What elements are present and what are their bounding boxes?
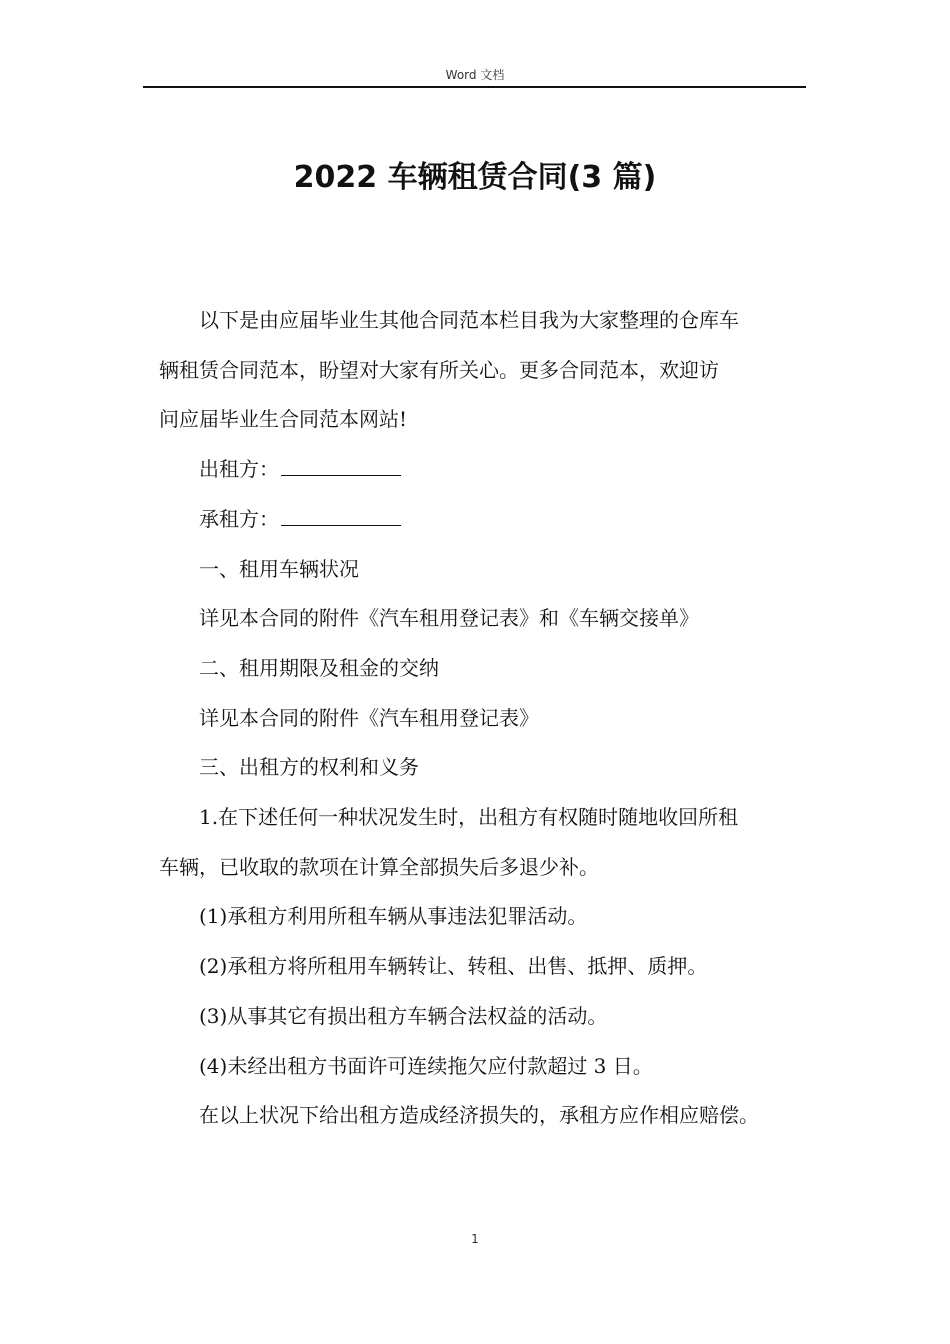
lessee-blank-field <box>281 509 401 526</box>
lessor-blank-field <box>281 459 401 476</box>
lessor-line <box>179 445 811 495</box>
section-3-heading: 三、出租方的权利和义务 <box>199 755 419 780</box>
section-1-heading: 一、租用车辆状况 <box>199 556 359 581</box>
section-3-sub-item-3: (3)从事其它有损出租方车辆合法权益的活动。 <box>199 1003 608 1028</box>
section-3-sub-item-1: (1)承租方利用所租车辆从事违法犯罪活动。 <box>199 904 588 929</box>
header-divider <box>143 86 806 88</box>
section-3-item-1-line-1: 1.在下述任何一种状况发生时，出租方有权随时随地收回所租 <box>199 805 739 830</box>
section-1-text: 详见本合同的附件《汽车租用登记表》和《车辆交接单》 <box>199 606 699 631</box>
section-3-sub-item-2: (2)承租方将所租用车辆转让、转租、出售、抵押、质押。 <box>199 954 708 979</box>
section-3-closing: 在以上状况下给出租方造成经济损失的，承租方应作相应赔偿。 <box>199 1103 759 1128</box>
intro-line-1: 以下是由应届毕业生其他合同范本栏目我为大家整理的仓库车 <box>199 308 739 332</box>
intro-paragraph <box>159 296 811 445</box>
lessee-line <box>179 495 811 545</box>
page-header: Word 文档 <box>445 68 505 82</box>
section-3-sub-item-4: (4)未经出租方书面许可连续拖欠应付款超过 3 日。 <box>199 1053 653 1078</box>
lessor-label: 出租方： <box>199 457 279 482</box>
section-2-heading: 二、租用期限及租金的交纳 <box>199 655 439 680</box>
section-3-item-1 <box>159 793 811 892</box>
lessee-label: 承租方： <box>199 506 279 531</box>
intro-line-2: 辆租赁合同范本，盼望对大家有所关心。更多合同范本，欢迎访 <box>159 357 719 382</box>
document-title: 2022 车辆租赁合同(3 篇) <box>293 160 657 195</box>
section-2-text: 详见本合同的附件《汽车租用登记表》 <box>199 705 539 730</box>
document-body <box>159 296 811 1141</box>
section-3-item-1-line-2: 车辆，已收取的款项在计算全部损失后多退少补。 <box>159 854 599 879</box>
page-number: 1 <box>471 1232 479 1246</box>
intro-line-3: 问应届毕业生合同范本网站! <box>159 407 408 432</box>
